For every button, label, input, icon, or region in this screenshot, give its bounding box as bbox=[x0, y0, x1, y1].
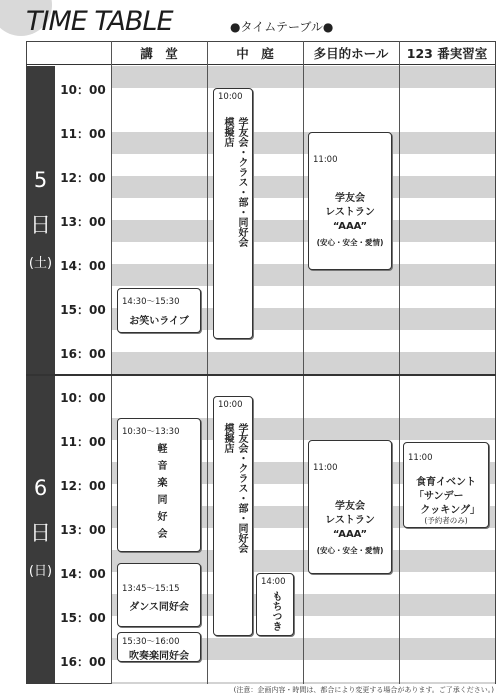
time-label: 10：00 bbox=[60, 391, 106, 405]
event-note: (予約者のみ) bbox=[424, 516, 468, 525]
event-hall-restaurant-day2[interactable] bbox=[308, 440, 392, 574]
event-courtyard-stalls-day1[interactable] bbox=[213, 88, 253, 339]
day-kanji: 日 bbox=[30, 213, 51, 237]
column-header-hall: 多目的ホール bbox=[303, 41, 399, 65]
time-label: 14：00 bbox=[60, 259, 106, 273]
column-header-courtyard: 中 庭 bbox=[207, 41, 303, 65]
event-time: 11:00 bbox=[313, 155, 338, 165]
event-hall-restaurant-day1[interactable] bbox=[308, 132, 392, 270]
day-of-week: (土) bbox=[28, 256, 53, 271]
time-label: 16：00 bbox=[60, 655, 106, 669]
event-title-line3: “AAA” bbox=[332, 529, 368, 540]
event-comedy-live[interactable] bbox=[117, 288, 201, 333]
grid-line bbox=[399, 41, 400, 684]
event-title-line3: “AAA” bbox=[332, 221, 368, 232]
event-courtyard-stalls-day2[interactable] bbox=[213, 396, 253, 636]
event-brass-band-club[interactable] bbox=[117, 632, 201, 662]
event-time: 10:30～13:30 bbox=[122, 427, 180, 437]
page-subtitle: ●タイムテーブル● bbox=[230, 20, 334, 34]
event-title: 吹奏楽同好会 bbox=[129, 651, 189, 662]
column-header-room: 123 番実習室 bbox=[399, 41, 495, 65]
time-label: 11：00 bbox=[60, 435, 106, 449]
event-title: もちつき bbox=[270, 591, 281, 631]
event-title-line1: 食育イベント bbox=[416, 477, 476, 488]
grid-line bbox=[207, 41, 208, 684]
event-title: 軽音楽同好会 bbox=[155, 443, 166, 545]
time-label: 11：00 bbox=[60, 127, 106, 141]
event-time: 10:00 bbox=[218, 400, 243, 410]
event-title: お笑いライブ bbox=[129, 316, 189, 327]
event-time: 13:45～15:15 bbox=[122, 584, 180, 594]
day-label-6 bbox=[26, 376, 55, 684]
event-title: 学友会・クラス・部・同好会 bbox=[236, 117, 247, 247]
time-label: 12：00 bbox=[60, 171, 106, 185]
grid-line bbox=[303, 41, 304, 684]
time-label: 15：00 bbox=[60, 611, 106, 625]
event-note: (安心・安全・愛情) bbox=[316, 546, 384, 555]
event-subtitle: 模擬店 bbox=[222, 117, 233, 147]
event-time: 10:00 bbox=[218, 92, 243, 102]
grid-line bbox=[111, 41, 112, 684]
time-label: 15：00 bbox=[60, 303, 106, 317]
event-title: ダンス同好会 bbox=[129, 602, 189, 613]
event-time: 15:30～16:00 bbox=[122, 637, 180, 647]
day-of-week: (日) bbox=[28, 564, 53, 579]
time-label: 13：00 bbox=[60, 215, 106, 229]
event-time: 11:00 bbox=[408, 453, 433, 463]
event-title-line2: レストラン bbox=[325, 515, 375, 526]
event-mochitsuki[interactable] bbox=[256, 573, 294, 636]
event-subtitle: 模擬店 bbox=[222, 423, 233, 453]
event-dance-club[interactable] bbox=[117, 563, 201, 627]
time-label: 12：00 bbox=[60, 479, 106, 493]
day-kanji: 日 bbox=[30, 521, 51, 545]
column-header-blank bbox=[26, 41, 111, 65]
time-label: 16：00 bbox=[60, 347, 106, 361]
day-number: 6 bbox=[33, 476, 48, 500]
column-header-auditorium: 講 堂 bbox=[111, 41, 207, 65]
event-light-music-club[interactable] bbox=[117, 418, 201, 552]
footer-note: (注意：企画内容・時間は、都合により変更する場合があります。ご了承ください。) bbox=[233, 686, 494, 694]
time-label: 14：00 bbox=[60, 567, 106, 581]
event-time: 14:00 bbox=[261, 577, 286, 587]
time-label: 13：00 bbox=[60, 523, 106, 537]
page-title: TIME TABLE bbox=[26, 6, 173, 37]
event-title-line1: 学友会 bbox=[335, 501, 365, 512]
event-title-line2: 「サンデー bbox=[414, 491, 464, 502]
event-food-education-cooking[interactable] bbox=[403, 442, 489, 528]
event-title-line3: クッキング」 bbox=[420, 505, 480, 516]
event-title: 学友会・クラス・部・同好会 bbox=[236, 423, 247, 553]
time-label: 10：00 bbox=[60, 83, 106, 97]
event-title-line2: レストラン bbox=[325, 207, 375, 218]
event-title-line1: 学友会 bbox=[335, 193, 365, 204]
event-note: (安心・安全・愛情) bbox=[316, 238, 384, 247]
event-time: 11:00 bbox=[313, 463, 338, 473]
day-label-5 bbox=[26, 66, 55, 374]
event-time: 14:30～15:30 bbox=[122, 297, 180, 307]
day-separator bbox=[26, 374, 496, 376]
day-number: 5 bbox=[33, 168, 48, 192]
